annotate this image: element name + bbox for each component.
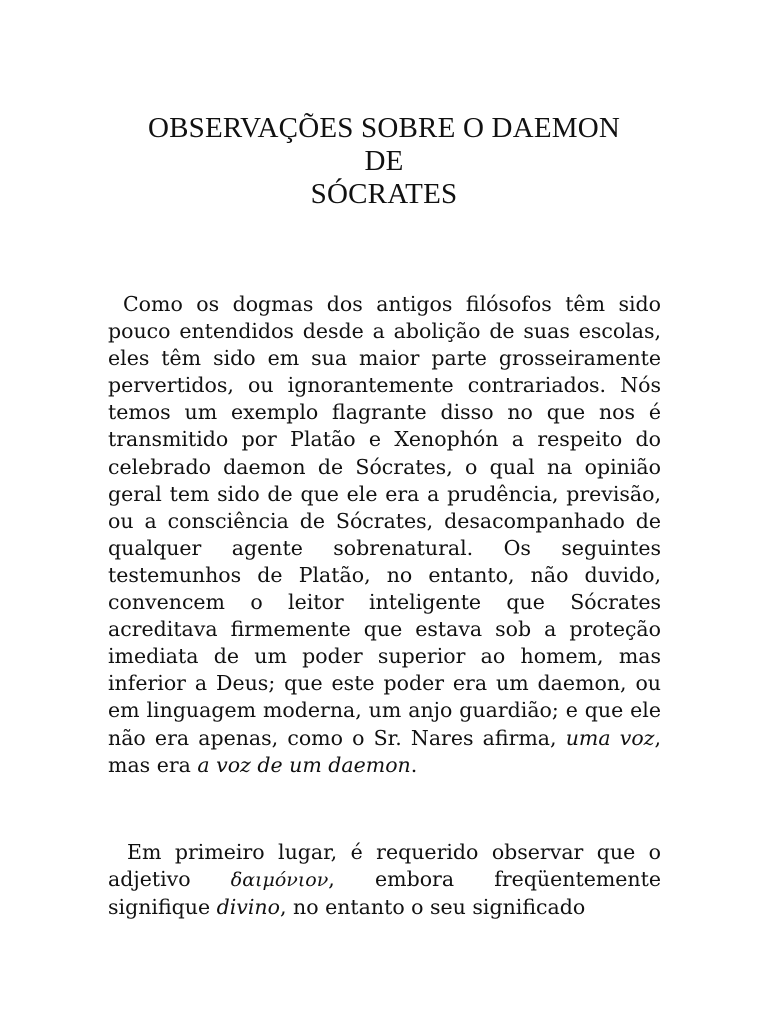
paragraph-2-italic-1: divino xyxy=(216,895,280,920)
greek-word: δαιμόνιον xyxy=(230,869,329,892)
title-line-1: OBSERVAÇÕES SOBRE O DAEMON xyxy=(147,112,621,144)
title-line-2: DE xyxy=(364,145,404,177)
paragraph-2-text-1: Em primeiro lugar, é requerido observar que o adjetivo xyxy=(108,840,661,892)
paragraph-1-text-2: , mas era xyxy=(108,725,662,777)
paragraph-2-text-3: , no entanto o seu significado xyxy=(279,895,586,920)
paragraph-1-italic-2: a voz de um daemon xyxy=(197,752,411,777)
paragraph-1-text-3: . xyxy=(410,752,418,777)
paragraph-1-text-1: Como os dogmas dos antigos filósofos têm sido pouco entendidos desde a abolição de suas escolas, eles têm sido em sua maior parte grosseiramente pervertidos, ou ignorantemente contrariados. Nós temos um exemplo flagrante disso no que nos é transmitido por Platão e Xenophón a respeito do celebrado daemon de Sócrates, o qual na opinião geral tem sido de que ele era a prudência, previsão, ou a consciência de Sócrates, desacompanhado de qualquer agente sobrenatural. Os seguintes testemunhos de Platão, no entanto, não duvido, convencem o leitor inteligente que Sócrates acreditava firmemente que estava sob a proteção imediata de um poder superior ao homem, mas inferior a Deus; que este poder era um daemon, ou em linguagem moderna, um anjo guardião; e que ele não era apenas, como o Sr. Nares afirma, xyxy=(108,292,661,750)
page-title xyxy=(60,112,708,211)
paragraph-1-italic-1: uma voz xyxy=(565,725,655,750)
paragraph-2 xyxy=(108,839,661,921)
paragraph-1 xyxy=(108,291,661,779)
paragraph-2-text-2: , embora freqüentemente signifique xyxy=(108,867,661,920)
title-line-3: SÓCRATES xyxy=(310,178,458,210)
